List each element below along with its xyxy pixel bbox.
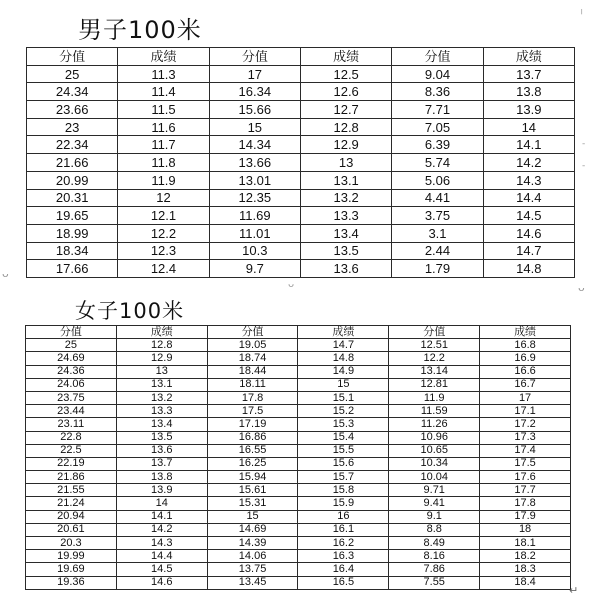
score-value-cell: 23.44: [26, 405, 117, 418]
table-row: [26, 352, 571, 365]
time-result-cell: 15.5: [298, 444, 389, 457]
score-value-cell: 13.45: [207, 576, 298, 589]
score-value-cell: 16.25: [207, 457, 298, 470]
table-row: [27, 207, 575, 225]
time-result-cell: 11.5: [118, 101, 209, 119]
time-result-cell: 14.5: [483, 207, 574, 225]
table-row: [26, 405, 571, 418]
table-row: [27, 154, 575, 172]
score-value-cell: 7.55: [389, 576, 480, 589]
time-result-cell: 12.9: [300, 136, 391, 154]
score-value-cell: 7.05: [392, 118, 483, 136]
table-row: [26, 510, 571, 523]
table-row: [27, 189, 575, 207]
time-result-cell: 15.3: [298, 418, 389, 431]
score-value-cell: 21.86: [26, 471, 117, 484]
score-value-cell: 19.69: [26, 563, 117, 576]
time-result-cell: 16.7: [480, 378, 571, 391]
column-header: 分值: [389, 326, 480, 339]
time-result-cell: 17.7: [480, 484, 571, 497]
margin-mark-right-icon: -: [582, 139, 586, 149]
score-value-cell: 20.31: [27, 189, 118, 207]
table-row: [26, 550, 571, 563]
time-result-cell: 15.4: [298, 431, 389, 444]
table-row: [26, 484, 571, 497]
time-result-cell: 13.7: [483, 65, 574, 83]
table-row: [26, 471, 571, 484]
margin-mark-right-icon: ᴗ: [578, 281, 585, 294]
time-result-cell: 11.4: [118, 83, 209, 101]
time-result-cell: 16.4: [298, 563, 389, 576]
time-result-cell: 16.5: [298, 576, 389, 589]
score-value-cell: 18.74: [207, 352, 298, 365]
time-result-cell: 14.2: [483, 154, 574, 172]
time-result-cell: 14.6: [116, 576, 207, 589]
time-result-cell: 12.1: [118, 207, 209, 225]
table-row: [26, 365, 571, 378]
time-result-cell: 13.9: [116, 484, 207, 497]
score-value-cell: 8.49: [389, 537, 480, 550]
table-row: [27, 224, 575, 242]
time-result-cell: 13.7: [116, 457, 207, 470]
score-value-cell: 8.36: [392, 83, 483, 101]
score-value-cell: 18.44: [207, 365, 298, 378]
score-value-cell: 10.65: [389, 444, 480, 457]
score-value-cell: 13.66: [209, 154, 300, 172]
score-value-cell: 17.19: [207, 418, 298, 431]
score-value-cell: 14.69: [207, 523, 298, 536]
time-result-cell: 17.4: [480, 444, 571, 457]
score-value-cell: 15.94: [207, 471, 298, 484]
score-value-cell: 11.01: [209, 224, 300, 242]
score-value-cell: 4.41: [392, 189, 483, 207]
table-row: [27, 171, 575, 189]
women-100m-title: 女子100米: [75, 299, 185, 323]
table-row: [26, 523, 571, 536]
time-result-cell: 16: [298, 510, 389, 523]
time-result-cell: 14.2: [116, 523, 207, 536]
time-result-cell: 13.8: [483, 83, 574, 101]
time-result-cell: 13.2: [300, 189, 391, 207]
men-100m-title: 男子100米: [78, 16, 202, 44]
score-value-cell: 22.34: [27, 136, 118, 154]
score-value-cell: 11.26: [389, 418, 480, 431]
score-value-cell: 19.36: [26, 576, 117, 589]
time-result-cell: 15.6: [298, 457, 389, 470]
time-result-cell: 13.4: [116, 418, 207, 431]
time-result-cell: 14.1: [116, 510, 207, 523]
score-value-cell: 21.55: [26, 484, 117, 497]
score-value-cell: 18.34: [27, 242, 118, 260]
score-value-cell: 24.36: [26, 365, 117, 378]
score-value-cell: 10.34: [389, 457, 480, 470]
time-result-cell: 16.8: [480, 339, 571, 352]
score-value-cell: 20.3: [26, 537, 117, 550]
column-header: 成绩: [118, 48, 209, 66]
time-result-cell: 16.2: [298, 537, 389, 550]
time-result-cell: 15: [298, 378, 389, 391]
score-value-cell: 9.41: [389, 497, 480, 510]
time-result-cell: 11.8: [118, 154, 209, 172]
table-row: [26, 457, 571, 470]
score-value-cell: 8.8: [389, 523, 480, 536]
time-result-cell: 16.1: [298, 523, 389, 536]
time-result-cell: 14.8: [483, 260, 574, 278]
column-header: 成绩: [300, 48, 391, 66]
score-value-cell: 20.99: [27, 171, 118, 189]
time-result-cell: 16.9: [480, 352, 571, 365]
time-result-cell: 18.2: [480, 550, 571, 563]
table-row: [26, 563, 571, 576]
men-100m-score-table: [26, 47, 575, 278]
time-result-cell: 17.2: [480, 418, 571, 431]
time-result-cell: 11.3: [118, 65, 209, 83]
time-result-cell: 12.8: [116, 339, 207, 352]
score-value-cell: 8.16: [389, 550, 480, 563]
time-result-cell: 17.5: [480, 457, 571, 470]
score-value-cell: 19.99: [26, 550, 117, 563]
score-value-cell: 18.11: [207, 378, 298, 391]
table-header-row: [27, 48, 575, 66]
time-result-cell: 14.6: [483, 224, 574, 242]
time-result-cell: 13: [300, 154, 391, 172]
margin-mark-top-right-icon: ╷: [579, 5, 585, 15]
score-value-cell: 14.34: [209, 136, 300, 154]
time-result-cell: 15.9: [298, 497, 389, 510]
time-result-cell: 18.3: [480, 563, 571, 576]
score-value-cell: 13.01: [209, 171, 300, 189]
table-row: [27, 101, 575, 119]
score-value-cell: 10.3: [209, 242, 300, 260]
time-result-cell: 12.5: [300, 65, 391, 83]
score-value-cell: 23: [27, 118, 118, 136]
score-value-cell: 12.81: [389, 378, 480, 391]
score-value-cell: 3.1: [392, 224, 483, 242]
score-value-cell: 19.65: [27, 207, 118, 225]
score-value-cell: 9.71: [389, 484, 480, 497]
score-value-cell: 3.75: [392, 207, 483, 225]
time-result-cell: 14.3: [116, 537, 207, 550]
score-value-cell: 16.55: [207, 444, 298, 457]
table-row: [26, 339, 571, 352]
score-value-cell: 14.06: [207, 550, 298, 563]
time-result-cell: 17.6: [480, 471, 571, 484]
time-result-cell: 13.6: [116, 444, 207, 457]
score-value-cell: 12.35: [209, 189, 300, 207]
score-value-cell: 25: [26, 339, 117, 352]
column-header: 分值: [392, 48, 483, 66]
time-result-cell: 13.5: [116, 431, 207, 444]
score-value-cell: 17.5: [207, 405, 298, 418]
score-value-cell: 23.11: [26, 418, 117, 431]
table-row: [26, 537, 571, 550]
score-value-cell: 13.14: [389, 365, 480, 378]
score-value-cell: 5.06: [392, 171, 483, 189]
time-result-cell: 13: [116, 365, 207, 378]
score-value-cell: 17.66: [27, 260, 118, 278]
time-result-cell: 13.4: [300, 224, 391, 242]
time-result-cell: 17.1: [480, 405, 571, 418]
score-value-cell: 14.39: [207, 537, 298, 550]
score-value-cell: 15: [207, 510, 298, 523]
time-result-cell: 13.9: [483, 101, 574, 119]
table-row: [26, 497, 571, 510]
time-result-cell: 12.7: [300, 101, 391, 119]
time-result-cell: 14: [116, 497, 207, 510]
score-value-cell: 15: [209, 118, 300, 136]
score-value-cell: 20.61: [26, 523, 117, 536]
score-value-cell: 23.66: [27, 101, 118, 119]
score-value-cell: 24.34: [27, 83, 118, 101]
table-row: [26, 576, 571, 589]
time-result-cell: 16.6: [480, 365, 571, 378]
score-value-cell: 5.74: [392, 154, 483, 172]
time-result-cell: 14.4: [116, 550, 207, 563]
time-result-cell: 12.4: [118, 260, 209, 278]
column-header: 分值: [207, 326, 298, 339]
score-value-cell: 22.5: [26, 444, 117, 457]
column-header: 分值: [209, 48, 300, 66]
time-result-cell: 14.4: [483, 189, 574, 207]
table-row: [26, 444, 571, 457]
score-value-cell: 15.31: [207, 497, 298, 510]
time-result-cell: 13.2: [116, 391, 207, 404]
time-result-cell: 18.1: [480, 537, 571, 550]
column-header: 成绩: [116, 326, 207, 339]
time-result-cell: 15.2: [298, 405, 389, 418]
time-result-cell: 12: [118, 189, 209, 207]
margin-mark-left-icon: ᴗ: [2, 267, 9, 280]
time-result-cell: 12.8: [300, 118, 391, 136]
time-result-cell: 14.7: [483, 242, 574, 260]
score-value-cell: 6.39: [392, 136, 483, 154]
column-header: 分值: [26, 326, 117, 339]
score-value-cell: 2.44: [392, 242, 483, 260]
time-result-cell: 12.9: [116, 352, 207, 365]
time-result-cell: 14.9: [298, 365, 389, 378]
time-result-cell: 13.8: [116, 471, 207, 484]
score-value-cell: 12.2: [389, 352, 480, 365]
score-value-cell: 17.8: [207, 391, 298, 404]
score-value-cell: 10.96: [389, 431, 480, 444]
score-value-cell: 12.51: [389, 339, 480, 352]
time-result-cell: 17.9: [480, 510, 571, 523]
time-result-cell: 15.1: [298, 391, 389, 404]
women-100m-score-table: [25, 325, 571, 590]
score-value-cell: 19.05: [207, 339, 298, 352]
score-value-cell: 20.94: [26, 510, 117, 523]
table-row: [27, 260, 575, 278]
time-result-cell: 14.7: [298, 339, 389, 352]
time-result-cell: 18.4: [480, 576, 571, 589]
time-result-cell: 15.7: [298, 471, 389, 484]
score-value-cell: 11.59: [389, 405, 480, 418]
table-row: [26, 378, 571, 391]
score-value-cell: 21.66: [27, 154, 118, 172]
score-value-cell: 16.86: [207, 431, 298, 444]
score-value-cell: 22.19: [26, 457, 117, 470]
table-row: [26, 431, 571, 444]
score-value-cell: 13.75: [207, 563, 298, 576]
time-result-cell: 11.9: [118, 171, 209, 189]
time-result-cell: 13.3: [116, 405, 207, 418]
time-result-cell: 12.6: [300, 83, 391, 101]
score-value-cell: 1.79: [392, 260, 483, 278]
table-row: [26, 391, 571, 404]
table-row: [27, 136, 575, 154]
time-result-cell: 14.5: [116, 563, 207, 576]
column-header: 成绩: [483, 48, 574, 66]
score-value-cell: 23.75: [26, 391, 117, 404]
time-result-cell: 17.8: [480, 497, 571, 510]
score-value-cell: 24.06: [26, 378, 117, 391]
time-result-cell: 13.1: [300, 171, 391, 189]
score-value-cell: 18.99: [27, 224, 118, 242]
time-result-cell: 13.5: [300, 242, 391, 260]
score-value-cell: 21.24: [26, 497, 117, 510]
column-header: 成绩: [480, 326, 571, 339]
time-result-cell: 13.1: [116, 378, 207, 391]
score-value-cell: 15.61: [207, 484, 298, 497]
score-value-cell: 11.69: [209, 207, 300, 225]
time-result-cell: 14.3: [483, 171, 574, 189]
score-value-cell: 7.86: [389, 563, 480, 576]
time-result-cell: 11.7: [118, 136, 209, 154]
table-header-row: [26, 326, 571, 339]
score-value-cell: 9.7: [209, 260, 300, 278]
table-row: [26, 418, 571, 431]
time-result-cell: 13.6: [300, 260, 391, 278]
time-result-cell: 13.3: [300, 207, 391, 225]
time-result-cell: 14: [483, 118, 574, 136]
table-row: [27, 83, 575, 101]
time-result-cell: 11.6: [118, 118, 209, 136]
time-result-cell: 17: [480, 391, 571, 404]
score-value-cell: 16.34: [209, 83, 300, 101]
time-result-cell: 15.8: [298, 484, 389, 497]
score-value-cell: 15.66: [209, 101, 300, 119]
score-value-cell: 11.9: [389, 391, 480, 404]
table-row: [27, 242, 575, 260]
score-value-cell: 7.71: [392, 101, 483, 119]
time-result-cell: 17.3: [480, 431, 571, 444]
time-result-cell: 16.3: [298, 550, 389, 563]
time-result-cell: 12.2: [118, 224, 209, 242]
score-value-cell: 9.04: [392, 65, 483, 83]
table-row: [27, 65, 575, 83]
paragraph-mark-icon: ↵: [569, 584, 579, 597]
margin-mark-right-icon: -: [582, 161, 586, 171]
score-value-cell: 24.69: [26, 352, 117, 365]
table-row: [27, 118, 575, 136]
time-result-cell: 12.3: [118, 242, 209, 260]
margin-mark-middle-icon: ᴗ: [288, 279, 295, 290]
score-value-cell: 22.8: [26, 431, 117, 444]
score-value-cell: 9.1: [389, 510, 480, 523]
time-result-cell: 18: [480, 523, 571, 536]
time-result-cell: 14.8: [298, 352, 389, 365]
score-value-cell: 10.04: [389, 471, 480, 484]
score-value-cell: 17: [209, 65, 300, 83]
column-header: 分值: [27, 48, 118, 66]
column-header: 成绩: [298, 326, 389, 339]
time-result-cell: 14.1: [483, 136, 574, 154]
score-value-cell: 25: [27, 65, 118, 83]
